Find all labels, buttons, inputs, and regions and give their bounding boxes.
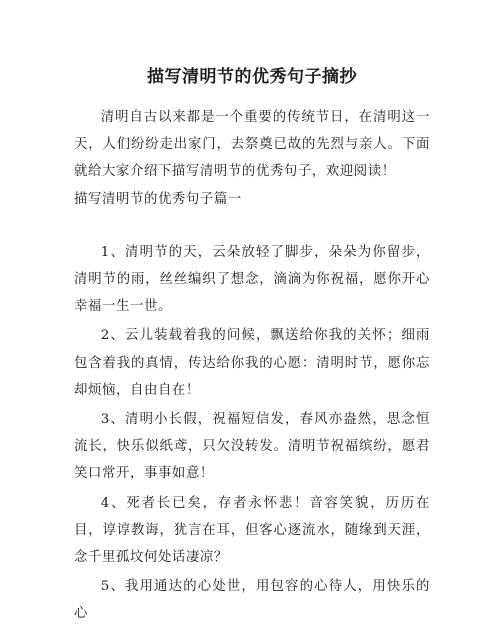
list-item: 2、云儿装载着我的问候，飘送给你我的关怀；细雨包含着我的真情，传达给你我的心愿：清明时节，愿你忘却烦恼，自由自在！ xyxy=(74,328,430,398)
intro-paragraph: 清明自古以来都是一个重要的传统节日，在清明这一天，人们纷纷走出家门，去祭奠已故的先烈与亲人。下面就给大家介绍下描写清明节的优秀句子，欢迎阅读！ xyxy=(74,110,430,180)
list-item: 3、清明小长假，祝福短信发，春风亦盎然，思念恒流长，快乐似纸鸢，只欠没转发。清明节祝福缤纷，愿君笑口常开，事事如意！ xyxy=(74,412,430,482)
list-item: 4、死者长已矣，存者永怀悲！音容笑貌，历历在目，谆谆教诲，犹言在耳，但客心逐流水，随缘到天涯，念千里孤坟何处话凄凉？ xyxy=(74,495,430,566)
section-heading: 描写清明节的优秀句子篇一 xyxy=(74,191,242,207)
list-item: 5、我用通达的心处世，用包容的心待人，用快乐的心 xyxy=(74,579,430,622)
item-list xyxy=(74,239,430,628)
list-item: 1、清明节的天，云朵放轻了脚步，朵朵为你留步，清明节的雨，丝丝编织了想念，滴滴为你祝福，愿你开心幸福一生一世。 xyxy=(74,244,430,315)
document-title: 描写清明节的优秀句子摘抄 xyxy=(147,67,357,87)
